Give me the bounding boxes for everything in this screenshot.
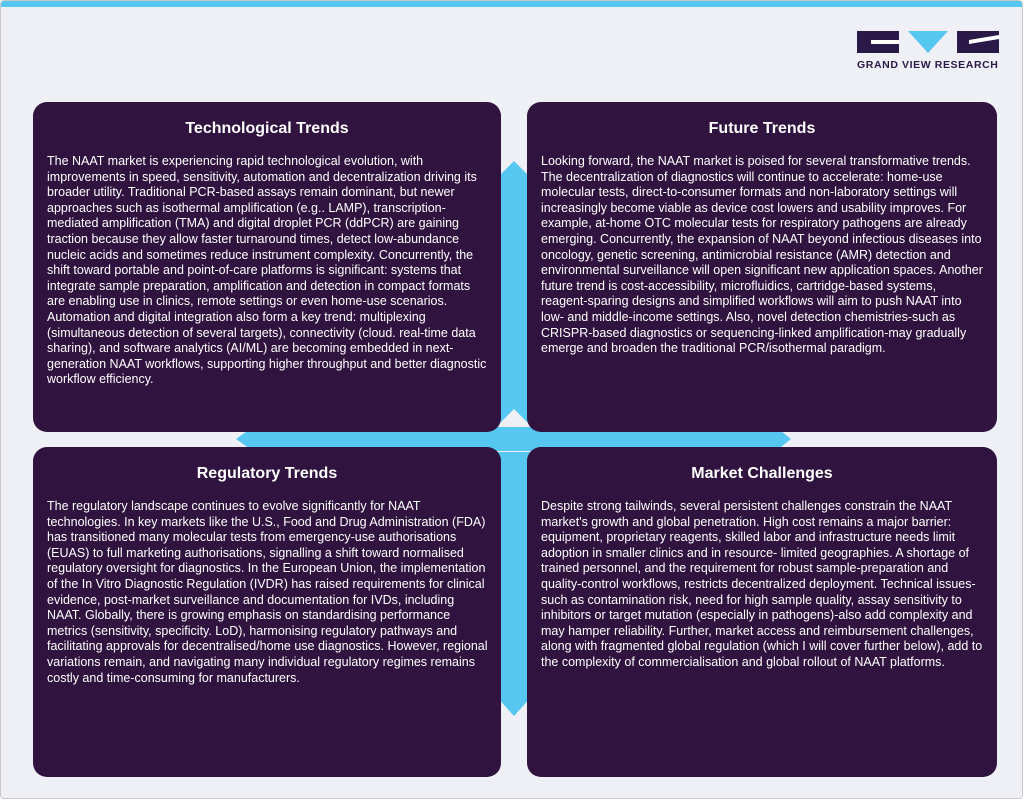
logo-text: GRAND VIEW RESEARCH <box>857 59 999 71</box>
future-trends-body: Looking forward, the NAAT market is poised for several transformative trends. The decentralization of diagnostics will continue to accelerate: home-use molecular tests, direct-to-consumer formats and non-laboratory settings will increasingly become viable as device cost lowers and usability improves. For example, at-home OTC molecular tests for respiratory pathogens are already emerging. Concurrently, the expansion of NAAT beyond infectious diseases into oncology, genetic screening, antimicrobial resistance (AMR) detection and environmental surveillance will open significant new application spaces. Another future trend is cost-accessibility, microfluidics, cartridge-based systems, reagent-sparing designs and simplified workflows will aim to push NAAT into low- and middle-income settings. Also, novel detection chemistries-such as CRISPR-based diagnostics or sequencing-linked amplification-may gradually emerge and broaden the traditional PCR/isothermal paradigm. <box>541 154 983 356</box>
market-challenges-title: Market Challenges <box>691 465 833 482</box>
future-trends-title: Future Trends <box>708 120 816 137</box>
regulatory-trends-body: The regulatory landscape continues to evolve significantly for NAAT technologies. In key markets like the U.S., Food and Drug Administration (FDA) has transitioned many molecular tests from emergency-use authorisations (EUAS) to full marketing authorisations, signalling a shift toward normalised regulatory oversight for diagnostics. In the European Union, the implementation of the In Vitro Diagnostic Regulation (IVDR) has raised requirements for clinical evidence, post-market surveillance and documentation for IVDs, including NAAT. Globally, there is growing emphasis on standardising performance metrics (sensitivity, specificity. LoD), harmonising regulatory pathways and facilitating approvals for decentralised/home use diagnostics. However, regional variations remain, and navigating many individual regulatory regimes remains costly and time-consuming for manufacturers. <box>47 499 488 685</box>
technological-trends-body: The NAAT market is experiencing rapid technological evolution, with improvements in speed, sensitivity, automation and decentralization driving its broader utility. Traditional PCR-based assays remain dominant, but newer approaches such as isothermal amplification (e.g.. LAMP), transcription- mediated amplification (TMA) and digital droplet PCR (ddPCR) are gaining traction because they allow faster turnaround times, detect low-abundance nucleic acids and sometimes reduce instrument complexity. Concurrently, the shift toward portable and point-of-care platforms is significant: systems that integrate sample preparation, amplification and detection in compact formats are enabling use in clinics, remote settings or even home-use scenarios. Automation and digital integration also form a key trend: multiplexing (simultaneous detection of several targets), connectivity (cloud. real-time data sharing), and software analytics (AI/ML) are becoming embedded in next-generation NAAT workflows, supporting higher throughput and better diagnostic workflow efficiency. <box>47 154 487 387</box>
market-challenges-body: Despite strong tailwinds, several persistent challenges constrain the NAAT market's growth and global penetration. High cost remains a major barrier: equipment, proprietary reagents, skilled labor and infrastructure needs limit adoption in smaller clinics and in resource- limited geographies. A shortage of trained personnel, and the requirement for robust sample-preparation and quality-control workflows, restricts decentralized deployment. Technical issues-such as contamination risk, need for high sample quality, assay sensitivity to inhibitors or target mutation (especially in pathogens)-also add complexity and may hamper reliability. Further, market access and reimbursement challenges, along with fragmented global regulation (which I will cover further below), add to the complexity of commercialisation and global rollout of NAAT platforms. <box>541 499 983 669</box>
regulatory-trends-title: Regulatory Trends <box>196 465 338 482</box>
future-trends-card <box>527 102 997 432</box>
regulatory-trends-card <box>33 447 501 777</box>
market-challenges-card <box>527 447 997 777</box>
technological-trends-title: Technological Trends <box>185 120 349 137</box>
technological-trends-card <box>33 102 501 432</box>
